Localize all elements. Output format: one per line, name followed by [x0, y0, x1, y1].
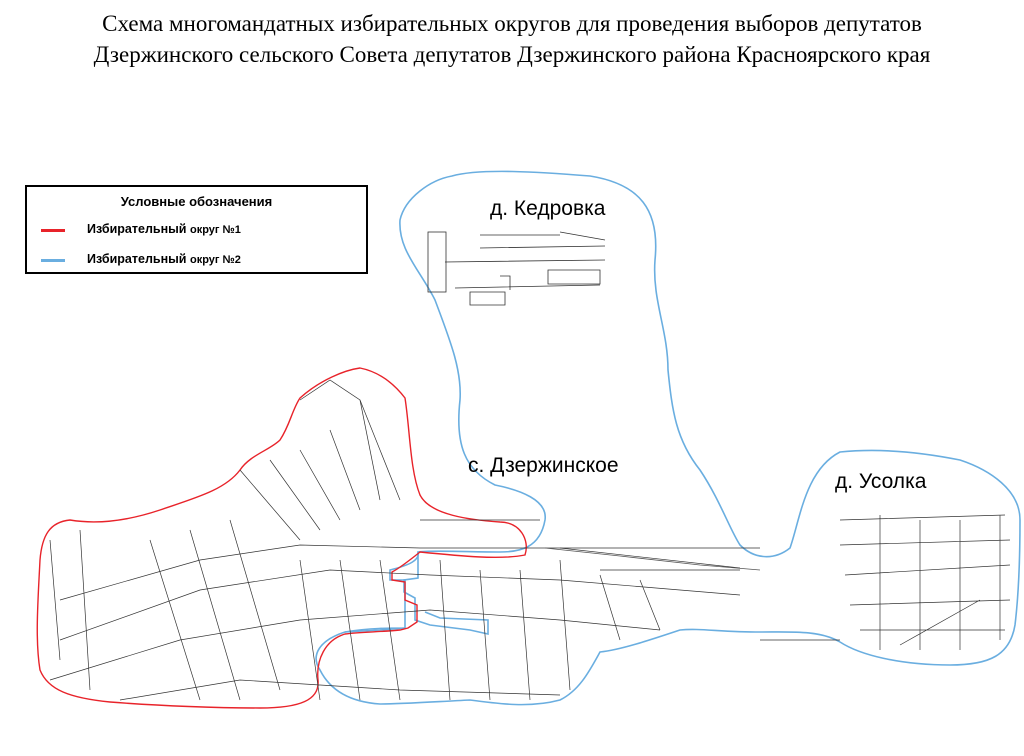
legend-label-district-2-small: округ №2: [189, 254, 241, 266]
legend-title: Условные обозначения: [120, 194, 273, 209]
dzerzhinskoe-settlement: [50, 380, 760, 700]
legend-label-district-1-main: Избирательный: [87, 222, 190, 236]
legend-label-district-2-main: Избирательный: [87, 252, 190, 266]
legend: [25, 185, 368, 274]
district-2-boundary: [316, 171, 1020, 704]
district-1-swatch: [41, 229, 65, 232]
legend-label-district-2: [87, 252, 241, 266]
usolka-settlement: [760, 515, 1010, 650]
legend-label-district-1: [87, 222, 241, 236]
kedrovka-settlement: [428, 232, 605, 305]
map-title-line-1: Схема многомандатных избирательных округов для проведения выборов депутатов: [102, 11, 922, 36]
legend-label-district-1-small: округ №1: [189, 224, 241, 236]
district-1-boundary: [37, 368, 526, 708]
district-2-swatch: [41, 259, 65, 262]
place-label-kedrovka: д. Кедровка: [490, 197, 606, 220]
map-title-line-2: Дзержинского сельского Совета депутатов Дзержинского района Красноярского края: [93, 42, 931, 67]
place-label-dzerzhinskoe: с. Дзержинское: [468, 454, 619, 477]
place-label-usolka: д. Усолка: [835, 470, 927, 493]
